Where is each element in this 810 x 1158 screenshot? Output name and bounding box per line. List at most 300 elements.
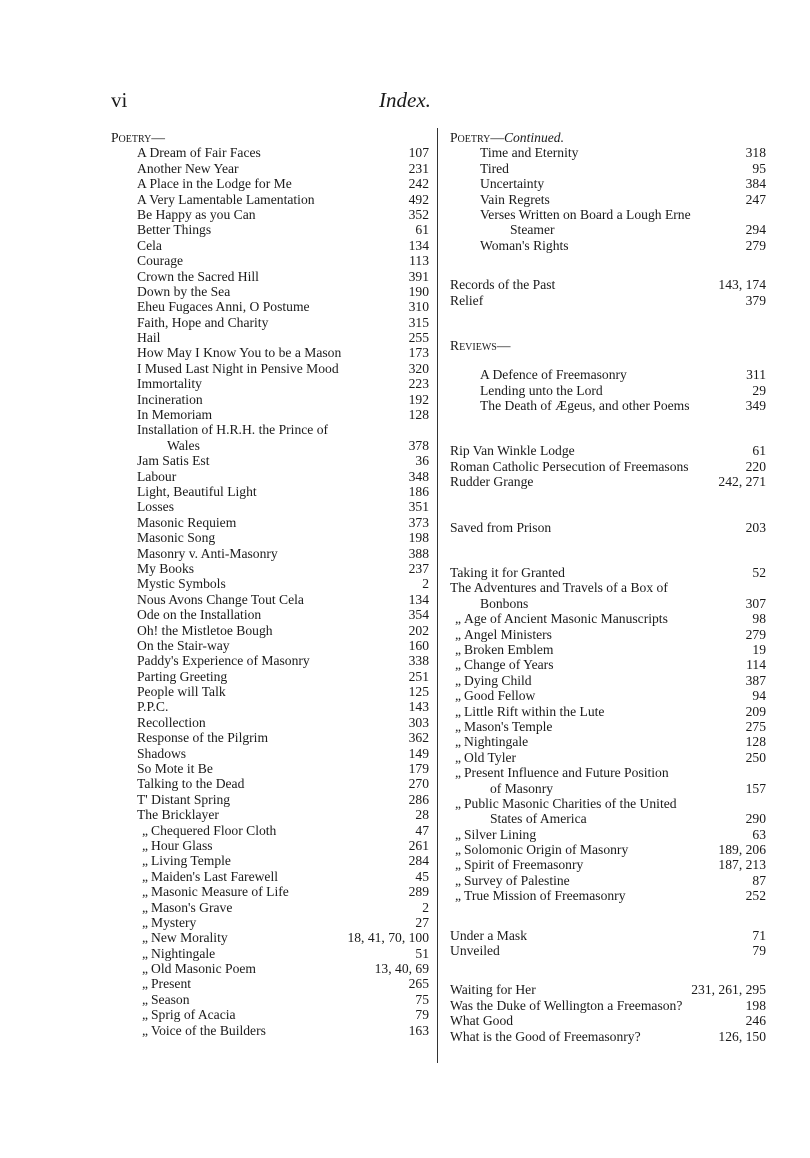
section-heading-reviews: Reviews— [450, 337, 511, 353]
entry-pages: 275 [743, 719, 766, 734]
page-number: vi [111, 88, 128, 112]
index-entry [111, 869, 429, 884]
entry-title: Mystery [151, 914, 197, 930]
right-column [450, 130, 766, 1044]
entry-pages: 36 [412, 453, 429, 468]
u-entries [450, 928, 766, 959]
entry-title: A Dream of Fair Faces [137, 145, 261, 161]
index-entry [111, 607, 429, 622]
index-entry [111, 915, 429, 930]
entry-pages: 94 [749, 688, 766, 703]
index-entry [450, 161, 766, 176]
entry-title: True Mission of Freemasonry [464, 888, 626, 904]
index-entry [450, 673, 766, 688]
entry-pages: 242, 271 [715, 474, 766, 489]
entry-title: Verses Written on Board a Lough Erne [480, 206, 691, 222]
index-entry [450, 750, 766, 765]
index-entry [111, 161, 429, 176]
ditto-mark: „ [141, 837, 149, 853]
entry-pages: 98 [749, 611, 766, 626]
entry-title: Nous Avons Change Tout Cela [137, 591, 304, 607]
entry-title: Angel Ministers [464, 626, 552, 642]
entry-pages: 378 [406, 438, 429, 453]
entry-pages: 87 [749, 873, 766, 888]
entry-title: Masonic Song [137, 530, 216, 546]
index-entry [111, 884, 429, 899]
entry-pages: 223 [406, 376, 429, 391]
index-entry [111, 269, 429, 284]
entry-pages: 231 [406, 161, 429, 176]
index-entry [450, 627, 766, 642]
index-entry [111, 222, 429, 237]
index-entry [450, 565, 766, 580]
index-entry [450, 293, 766, 308]
entry-title: Bonbons [480, 595, 529, 611]
entry-title: Cela [137, 237, 162, 253]
page-header [0, 88, 810, 118]
entry-title: Recollection [137, 714, 206, 730]
entry-title: States of America [490, 811, 587, 827]
entry-pages: 351 [406, 499, 429, 514]
index-entry [111, 176, 429, 191]
ditto-mark: „ [141, 868, 149, 884]
index-entry [111, 376, 429, 391]
entry-pages: 163 [406, 1023, 429, 1038]
entry-pages: 51 [412, 946, 429, 961]
index-entry [111, 792, 429, 807]
entry-pages: 61 [749, 443, 766, 458]
index-entry [111, 1007, 429, 1022]
entry-pages: 388 [406, 546, 429, 561]
ditto-mark: „ [141, 945, 149, 961]
ditto-mark: „ [141, 853, 149, 869]
entry-title: Tired [480, 160, 509, 176]
entry-title: Light, Beautiful Light [137, 483, 257, 499]
entry-title: of Masonry [490, 780, 554, 796]
index-entry [111, 284, 429, 299]
index-entry [450, 580, 766, 595]
entry-pages: 279 [743, 238, 766, 253]
ditto-mark: „ [141, 884, 149, 900]
poetry-continued-entries [450, 145, 766, 253]
entry-title: My Books [137, 560, 195, 576]
index-entry [450, 704, 766, 719]
entry-pages: 261 [406, 838, 429, 853]
entry-pages: 352 [406, 207, 429, 222]
index-entry [111, 1023, 429, 1038]
entry-pages: 13, 40, 69 [372, 961, 429, 976]
entry-pages: 307 [743, 596, 766, 611]
entry-title: Woman's Rights [480, 237, 569, 253]
entry-title: Change of Years [464, 657, 554, 673]
entry-title: Dying Child [464, 672, 532, 688]
entry-title: Lending unto the Lord [480, 382, 603, 398]
entry-title: What Good [450, 1013, 514, 1029]
entry-title: A Very Lamentable Lamentation [137, 191, 315, 207]
entry-title: Jam Satis Est [137, 453, 210, 469]
entry-title: Old Tyler [464, 749, 517, 765]
index-entry [450, 1013, 766, 1028]
ditto-mark: „ [141, 976, 149, 992]
entry-title: Courage [137, 253, 184, 269]
entry-title: A Defence of Freemasonry [480, 367, 627, 383]
ditto-mark: „ [454, 641, 462, 657]
entry-pages: 160 [406, 638, 429, 653]
entry-title: The Adventures and Travels of a Box of [450, 580, 668, 596]
index-entry [111, 592, 429, 607]
index-entry [111, 515, 429, 530]
entry-title: Nightingale [151, 945, 216, 961]
entry-pages: 63 [749, 827, 766, 842]
entry-title: Hour Glass [151, 837, 213, 853]
index-entry [450, 238, 766, 253]
entry-title: Masonic Requiem [137, 514, 237, 530]
ditto-mark: „ [454, 626, 462, 642]
index-entry [111, 315, 429, 330]
entry-title: Time and Eternity [480, 145, 579, 161]
index-entry [111, 299, 429, 314]
r2-entries [450, 443, 766, 489]
index-entry [450, 928, 766, 943]
entry-pages: 203 [743, 520, 766, 535]
entry-title: Rip Van Winkle Lodge [450, 443, 575, 459]
entry-title: Sprig of Acacia [151, 1007, 236, 1023]
index-entry [450, 443, 766, 458]
index-entry [111, 438, 429, 453]
entry-pages: 289 [406, 884, 429, 899]
entry-title: Hail [137, 330, 161, 346]
entry-pages: 187, 213 [715, 857, 766, 872]
entry-pages: 202 [406, 623, 429, 638]
entry-pages: 134 [406, 592, 429, 607]
entry-title: Broken Emblem [464, 641, 554, 657]
entry-title: Mason's Temple [464, 718, 553, 734]
entry-title: Relief [450, 292, 484, 308]
index-entry [111, 623, 429, 638]
entry-title: I Mused Last Night in Pensive Mood [137, 360, 339, 376]
entry-title: Paddy's Experience of Masonry [137, 653, 310, 669]
entry-title: Better Things [137, 222, 212, 238]
entry-pages: 45 [412, 869, 429, 884]
reviews-entries [450, 367, 766, 413]
index-entry [450, 474, 766, 489]
entry-title: Waiting for Her [450, 982, 536, 998]
index-entry [111, 730, 429, 745]
index-entry [450, 982, 766, 997]
entry-title: Chequered Floor Cloth [151, 822, 277, 838]
ditto-mark: „ [454, 688, 462, 704]
ditto-mark: „ [141, 899, 149, 915]
entry-pages: 303 [406, 715, 429, 730]
ditto-mark: „ [454, 842, 462, 858]
entry-pages: 18, 41, 70, 100 [344, 930, 429, 945]
index-entry [111, 961, 429, 976]
entry-pages: 128 [406, 407, 429, 422]
section-heading-poetry: Poetry— [111, 130, 165, 145]
entry-pages: 373 [406, 515, 429, 530]
entry-pages: 255 [406, 330, 429, 345]
entry-title: Living Temple [151, 853, 231, 869]
w-entries [450, 982, 766, 1044]
entry-pages: 157 [743, 781, 766, 796]
index-entry [450, 611, 766, 626]
entry-pages: 107 [406, 145, 429, 160]
section-heading-poetry-continued [450, 130, 766, 145]
running-title: Index. [379, 88, 431, 112]
continued-label: Continued. [503, 130, 564, 145]
index-entry [111, 392, 429, 407]
entry-title: The Bricklayer [137, 807, 219, 823]
entry-pages: 79 [412, 1007, 429, 1022]
entry-title: Wales [167, 437, 200, 453]
index-entry [450, 888, 766, 903]
entry-pages: 348 [406, 469, 429, 484]
entry-pages: 294 [743, 222, 766, 237]
index-entry [111, 407, 429, 422]
index-entry [111, 992, 429, 1007]
index-entry [450, 398, 766, 413]
entry-pages: 134 [406, 238, 429, 253]
index-entry [450, 873, 766, 888]
entry-pages: 338 [406, 653, 429, 668]
ditto-mark: „ [141, 930, 149, 946]
entry-pages: 114 [743, 657, 766, 672]
ditto-mark: „ [141, 1022, 149, 1038]
entry-pages: 209 [743, 704, 766, 719]
index-entry [111, 253, 429, 268]
entry-pages: 387 [743, 673, 766, 688]
entry-title: Masonry v. Anti-Masonry [137, 545, 278, 561]
index-entry [111, 638, 429, 653]
entry-pages: 113 [406, 253, 429, 268]
entry-title: Steamer [510, 222, 555, 238]
s-entries [450, 520, 766, 535]
entry-pages: 179 [406, 761, 429, 776]
entry-title: A Place in the Lodge for Me [137, 176, 292, 192]
index-entry [111, 469, 429, 484]
entry-title: Losses [137, 499, 175, 515]
ditto-mark: „ [454, 718, 462, 734]
ditto-mark: „ [454, 765, 462, 781]
entry-pages: 190 [406, 284, 429, 299]
ditto-mark: „ [454, 826, 462, 842]
index-entry [450, 998, 766, 1013]
index-entry [111, 145, 429, 160]
entry-title: Masonic Measure of Life [151, 884, 289, 900]
entry-pages: 320 [406, 361, 429, 376]
entry-title: Present Influence and Future Position [464, 765, 669, 781]
entry-pages: 379 [743, 293, 766, 308]
ditto-mark: „ [454, 611, 462, 627]
ditto-mark: „ [454, 749, 462, 765]
entry-title: How May I Know You to be a Mason [137, 345, 342, 361]
index-entry [111, 345, 429, 360]
index-entry [111, 669, 429, 684]
poetry-label: Poetry— [450, 130, 504, 145]
index-entry [111, 776, 429, 791]
entry-pages: 310 [406, 299, 429, 314]
index-entry [450, 145, 766, 160]
index-entry [450, 842, 766, 857]
entry-pages: 279 [743, 627, 766, 642]
index-entry [450, 781, 766, 796]
entry-title: Silver Lining [464, 826, 537, 842]
entry-pages: 198 [406, 530, 429, 545]
index-entry [111, 746, 429, 761]
index-entry [450, 277, 766, 292]
index-entry [111, 576, 429, 591]
entry-title: Parting Greeting [137, 668, 228, 684]
index-entry [111, 361, 429, 376]
entry-pages: 237 [406, 561, 429, 576]
entry-pages: 286 [406, 792, 429, 807]
entry-pages: 247 [743, 192, 766, 207]
entry-title: Season [151, 991, 190, 1007]
index-entry [111, 453, 429, 468]
entry-pages: 242 [406, 176, 429, 191]
entry-title: New Morality [151, 930, 228, 946]
entry-pages: 284 [406, 853, 429, 868]
entry-pages: 61 [412, 222, 429, 237]
entry-title: Immortality [137, 376, 202, 392]
entry-title: Oh! the Mistletoe Bough [137, 622, 273, 638]
entry-title: Response of the Pilgrim [137, 730, 269, 746]
entry-pages: 220 [743, 459, 766, 474]
entry-title: Saved from Prison [450, 519, 552, 535]
entry-pages: 384 [743, 176, 766, 191]
index-entry [450, 642, 766, 657]
entry-title: Vain Regrets [480, 191, 550, 207]
entry-title: In Memoriam [137, 407, 213, 423]
index-entry [111, 715, 429, 730]
entry-title: Roman Catholic Persecution of Freemasons [450, 458, 689, 474]
ditto-mark: „ [454, 888, 462, 904]
entry-pages: 2 [419, 576, 429, 591]
entry-pages: 270 [406, 776, 429, 791]
entry-pages: 173 [406, 345, 429, 360]
entry-title: Present [151, 976, 192, 992]
entry-pages: 251 [406, 669, 429, 684]
index-entry [111, 530, 429, 545]
column-divider [437, 128, 438, 1063]
entry-title: People will Talk [137, 684, 226, 700]
entry-title: Crown the Sacred Hill [137, 268, 259, 284]
entry-title: P.P.C. [137, 699, 169, 715]
entry-pages: 29 [749, 383, 766, 398]
ditto-mark: „ [141, 822, 149, 838]
entry-pages: 265 [406, 976, 429, 991]
index-entry [111, 422, 429, 437]
r-entries [450, 277, 766, 308]
entry-title: Was the Duke of Wellington a Freemason? [450, 997, 683, 1013]
entry-title: Unveiled [450, 943, 500, 959]
index-entry [450, 176, 766, 191]
index-entry [111, 192, 429, 207]
ditto-mark: „ [454, 734, 462, 750]
entry-pages: 362 [406, 730, 429, 745]
index-entry [450, 192, 766, 207]
poetry-entries [111, 145, 429, 1038]
entry-pages: 79 [749, 943, 766, 958]
index-entry [111, 561, 429, 576]
entry-title: What is the Good of Freemasonry? [450, 1028, 641, 1044]
entry-pages: 391 [406, 269, 429, 284]
index-entry [450, 367, 766, 382]
entry-pages: 315 [406, 315, 429, 330]
entry-pages: 149 [406, 746, 429, 761]
index-entry [450, 765, 766, 780]
index-entry [111, 930, 429, 945]
entry-title: Uncertainty [480, 176, 545, 192]
entry-pages: 143 [406, 699, 429, 714]
index-entry [111, 684, 429, 699]
index-entry [111, 699, 429, 714]
entry-title: Talking to the Dead [137, 776, 245, 792]
ditto-mark: „ [454, 703, 462, 719]
entry-title: Labour [137, 468, 177, 484]
entry-title: On the Stair-way [137, 637, 230, 653]
entry-pages: 186 [406, 484, 429, 499]
entry-pages: 71 [749, 928, 766, 943]
entry-pages: 246 [743, 1013, 766, 1028]
entry-title: Installation of H.R.H. the Prince of [137, 422, 329, 438]
index-entry [450, 719, 766, 734]
entry-title: Mason's Grave [151, 899, 233, 915]
entry-pages: 198 [743, 998, 766, 1013]
entry-pages: 318 [743, 145, 766, 160]
index-entry [450, 222, 766, 237]
index-entry [111, 761, 429, 776]
entry-title: The Death of Ægeus, and other Poems [480, 398, 690, 414]
entry-title: Solomonic Origin of Masonry [464, 842, 629, 858]
index-entry [450, 688, 766, 703]
index-entry [111, 330, 429, 345]
index-entry [111, 853, 429, 868]
entry-title: Age of Ancient Masonic Manuscripts [464, 611, 668, 627]
index-entry [111, 976, 429, 991]
entry-title: Maiden's Last Farewell [151, 868, 279, 884]
entry-title: Faith, Hope and Charity [137, 314, 269, 330]
index-entry [450, 734, 766, 749]
ditto-mark: „ [454, 795, 462, 811]
index-entry [111, 653, 429, 668]
index-entry [450, 207, 766, 222]
entry-pages: 128 [743, 734, 766, 749]
entry-pages: 250 [743, 750, 766, 765]
index-entry [111, 900, 429, 915]
index-entry [450, 811, 766, 826]
index-entry [450, 383, 766, 398]
entry-title: Voice of the Builders [151, 1022, 266, 1038]
entry-pages: 189, 206 [715, 842, 766, 857]
entry-pages: 354 [406, 607, 429, 622]
index-entry [111, 946, 429, 961]
entry-pages: 311 [743, 367, 766, 382]
index-entry [450, 596, 766, 611]
entry-title: Records of the Past [450, 277, 556, 293]
entry-title: Survey of Palestine [464, 872, 570, 888]
entry-title: Be Happy as you Can [137, 206, 256, 222]
entry-pages: 75 [412, 992, 429, 1007]
index-entry [450, 943, 766, 958]
ditto-mark: „ [141, 1007, 149, 1023]
index-entry [111, 499, 429, 514]
index-entry [111, 823, 429, 838]
entry-title: Another New Year [137, 160, 239, 176]
ditto-mark: „ [454, 657, 462, 673]
entry-title: Nightingale [464, 734, 529, 750]
index-entry [111, 546, 429, 561]
